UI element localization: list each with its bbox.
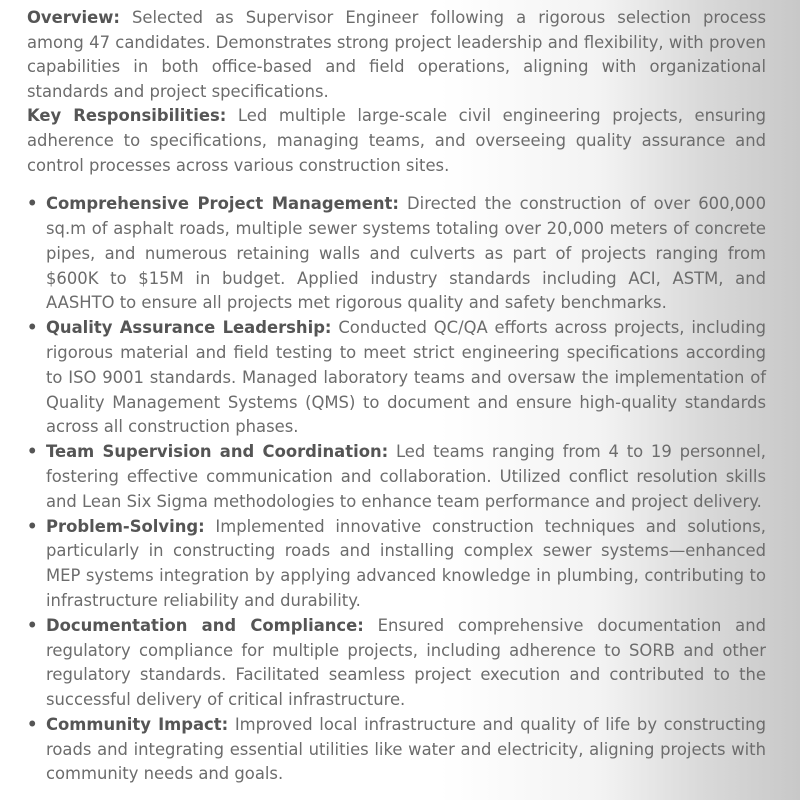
key-responsibilities-label: Key Responsibilities:: [27, 106, 227, 126]
list-item-label: Comprehensive Project Management:: [46, 194, 399, 214]
bullet-icon: •: [27, 194, 38, 214]
overview-label: Overview:: [27, 8, 120, 27]
bullet-icon: •: [27, 615, 38, 635]
bullet-icon: •: [27, 442, 38, 462]
list-item: [27, 316, 766, 440]
key-responsibilities-paragraph: [27, 104, 766, 178]
list-item: [27, 713, 766, 787]
list-item-label: Documentation and Compliance:: [46, 615, 364, 635]
bullet-icon: •: [27, 516, 38, 536]
list-item-label: Quality Assurance Leadership:: [46, 318, 332, 338]
list-item: [27, 614, 766, 713]
list-item-text: Improved local infrastructure and quality of life by constructing roads and integrating essential utilities like water and electricity, aligning projects with community needs and goals.: [46, 714, 766, 784]
overview-text: Selected as Supervisor Engineer following a rigorous selection process among 47 candidates. Demonstrates strong project leadership and flexibility, with proven capabilities in both office-based and field operations, aligning with organizational standards and project specifications.: [27, 8, 766, 101]
list-item: [27, 515, 766, 614]
list-item-text: Conducted QC/QA efforts across projects, including rigorous material and field testing to meet strict engineering specifications according to ISO 9001 standards. Managed laboratory teams and oversaw the implementation of Quality Management Systems (QMS) to document and ensure high-quality standards across all construction phases.: [46, 318, 766, 437]
list-item: [27, 192, 766, 316]
key-responsibilities-text: Led multiple large-scale civil engineering projects, ensuring adherence to specifications, managing teams, and overseeing quality assurance and control processes across various construction sites.: [27, 106, 767, 175]
list-item-text: Directed the construction of over 600,000 sq.m of asphalt roads, multiple sewer systems totaling over 20,000 meters of concrete pipes, and numerous retaining walls and culverts as part of projects ranging from $600K to $15M in budget. Applied industry standards including ACI, ASTM, and AASHTO to ensure all projects met rigorous quality and safety benchmarks.: [46, 194, 766, 313]
overview-paragraph: [27, 6, 766, 104]
list-item-text: Led teams ranging from 4 to 19 personnel, fostering effective communication and collaboration. Utilized conflict resolution skills and Lean Six Sigma methodologies to enhance team performance and project delivery.: [46, 442, 766, 511]
list-item-label: Team Supervision and Coordination:: [46, 442, 389, 462]
responsibility-list: [27, 192, 766, 787]
list-item: [27, 440, 766, 514]
list-item-label: Community Impact:: [46, 714, 229, 734]
bullet-icon: •: [27, 714, 38, 734]
bullet-icon: •: [27, 318, 38, 338]
list-item-text: Implemented innovative construction techniques and solutions, particularly in constructing roads and installing complex sewer systems—enhanced MEP systems integration by applying advanced knowledge in plumbing, contributing to infrastructure reliability and durability.: [46, 516, 766, 610]
list-item-text: Ensured comprehensive documentation and regulatory compliance for multiple projects, including adherence to SORB and other regulatory standards. Facilitated seamless project execution and contributed to the successful delivery of critical infrastructure.: [46, 615, 766, 710]
list-item-label: Problem-Solving:: [46, 516, 205, 536]
